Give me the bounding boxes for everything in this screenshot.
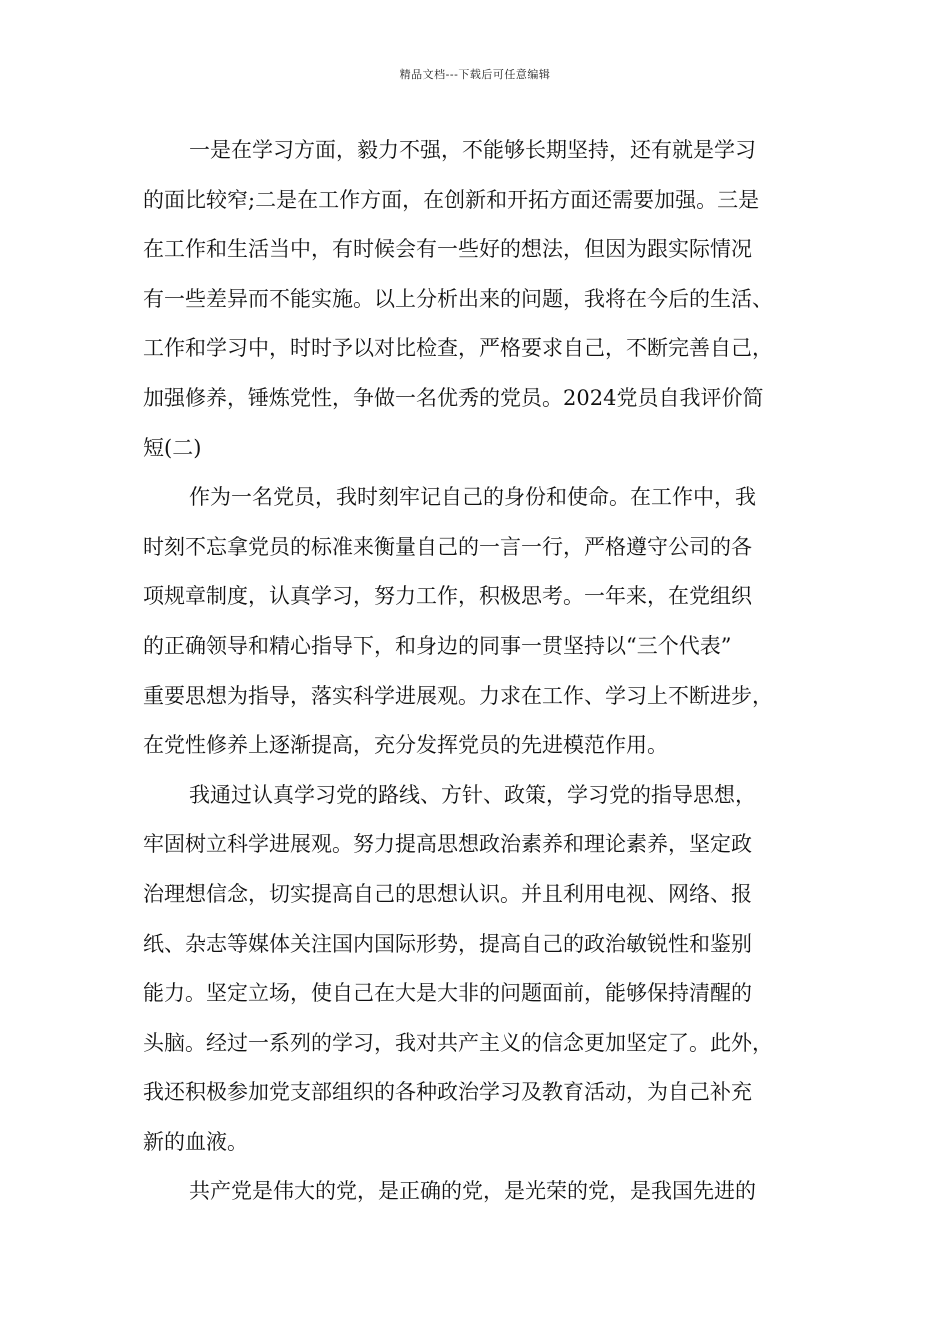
text-line: 头脑。经过一系列的学习，我对共产主义的信念更加坚定了。此外，: [143, 1030, 773, 1055]
text-line: 共产党是伟大的党，是正确的党，是光荣的党，是我国先进的: [189, 1179, 756, 1204]
text-line: 作为一名党员，我时刻牢记自己的身份和使命。在工作中，我: [189, 485, 756, 510]
text-line: 在工作和生活当中，有时候会有一些好的想法，但因为跟实际情况: [143, 237, 752, 262]
page-header: 精品文档---下载后可任意编辑: [399, 68, 551, 81]
text-line: 新的血液。: [143, 1129, 248, 1154]
text-line: 时刻不忘拿党员的标准来衡量自己的一言一行，严格遵守公司的各: [143, 534, 752, 559]
text-line: 重要思想为指导，落实科学进展观。力求在工作、学习上不断进步，: [143, 683, 773, 708]
text-line: 我通过认真学习党的路线、方针、政策，学习党的指导思想，: [189, 782, 756, 807]
text-line: 能力。坚定立场，使自己在大是大非的问题面前，能够保持清醒的: [143, 981, 752, 1006]
text-line: 有一些差异而不能实施。以上分析出来的问题，我将在今后的生活、: [143, 286, 773, 311]
text-line: 加强修养，锤炼党性，争做一名优秀的党员。2024党员自我评价简: [143, 385, 764, 410]
text-line: 在党性修养上逐渐提高，充分发挥党员的先进模范作用。: [143, 733, 668, 758]
text-line: 的面比较窄;二是在工作方面，在创新和开拓方面还需要加强。三是: [143, 187, 760, 212]
text-line: 一是在学习方面，毅力不强，不能够长期坚持，还有就是学习: [189, 138, 756, 162]
text-line: 工作和学习中，时时予以对比检查，严格要求自己，不断完善自己，: [143, 336, 773, 361]
text-line: 的正确领导和精心指导下，和身边的同事一贯坚持以“三个代表”: [143, 633, 732, 658]
text-line: 纸、杂志等媒体关注国内国际形势，提高自己的政治敏锐性和鉴别: [143, 931, 752, 956]
text-line: 治理想信念，切实提高自己的思想认识。并且利用电视、网络、报: [143, 881, 752, 906]
text-line: 牢固树立科学进展观。努力提高思想政治素养和理论素养，坚定政: [143, 832, 752, 857]
text-line: 短(二): [143, 435, 202, 460]
text-line: 项规章制度，认真学习，努力工作，积极思考。一年来，在党组织: [143, 584, 752, 609]
text-line: 我还积极参加党支部组织的各种政治学习及教育活动，为自己补充: [143, 1080, 752, 1105]
document-body: [143, 126, 833, 1217]
